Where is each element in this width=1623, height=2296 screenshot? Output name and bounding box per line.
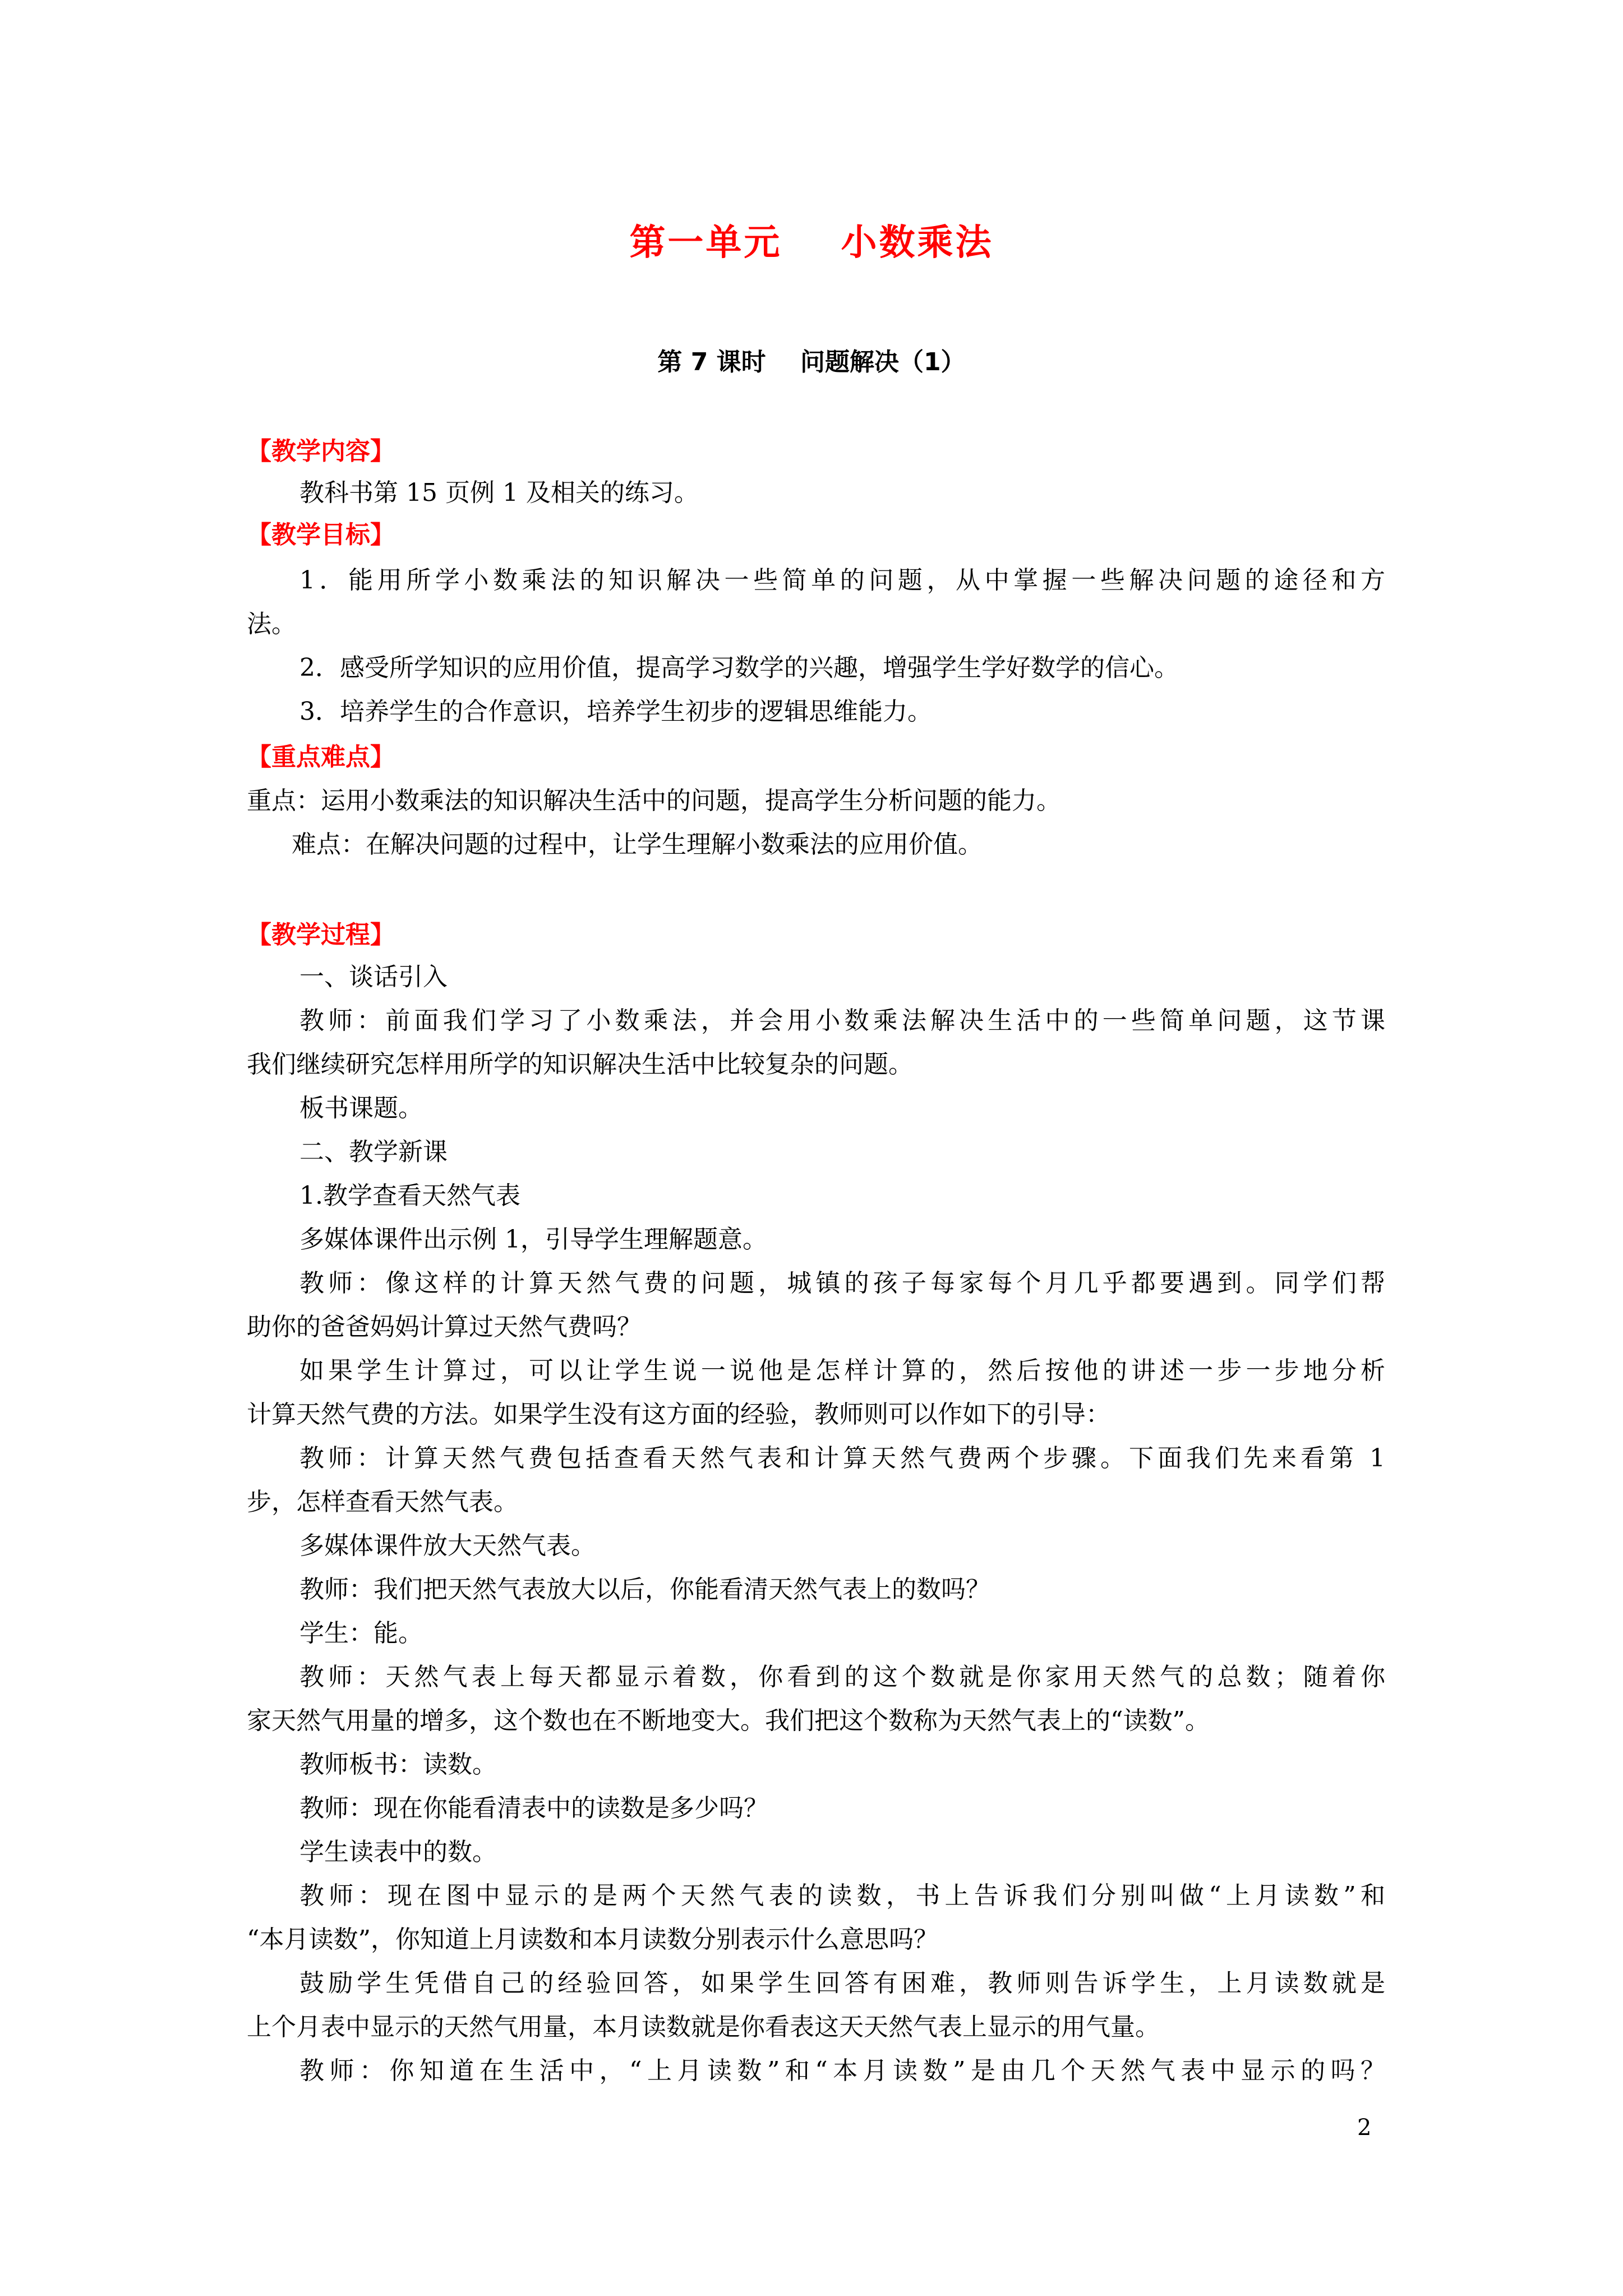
process-line: 多媒体课件放大天然气表。: [299, 1531, 596, 1560]
content-text: 教科书第 15 页例 1 及相关的练习。: [299, 478, 699, 507]
process-line: 教师：计算天然气费包括查看天然气表和计算天然气费两个步骤。下面我们先来看第 1: [299, 1444, 1385, 1473]
section-heading-content: 【教学内容】: [247, 437, 395, 466]
goal-1-line-2: 法。: [247, 610, 296, 638]
process-line: 多媒体课件出示例 1，引导学生理解题意。: [299, 1225, 767, 1254]
process-line: 鼓励学生凭借自己的经验回答，如果学生回答有困难，教师则告诉学生，上月读数就是: [299, 1969, 1385, 1998]
process-line: 步，怎样查看天然气表。: [247, 1488, 518, 1516]
page-number: 2: [1357, 2115, 1372, 2141]
process-line: “本月读数”，你知道上月读数和本月读数分别表示什么意思吗？: [247, 1925, 938, 1954]
goal-1-line-1: 1．能用所学小数乘法的知识解决一些简单的问题，从中掌握一些解决问题的途径和方: [299, 566, 1385, 595]
difficult-point: 难点：在解决问题的过程中，让学生理解小数乘法的应用价值。: [292, 830, 983, 859]
process-line: 如果学生计算过，可以让学生说一说他是怎样计算的，然后按他的讲述一步一步地分析: [299, 1356, 1385, 1385]
process-line: 上个月表中显示的天然气用量，本月读数就是你看表这天天然气表上显示的用气量。: [247, 2013, 1160, 2041]
section-heading-process: 【教学过程】: [247, 921, 395, 949]
section-heading-key-points: 【重点难点】: [247, 743, 395, 771]
unit-title: 第一单元 小数乘法: [629, 222, 994, 264]
process-line: 学生：能。: [299, 1619, 423, 1648]
process-line: 一、谈话引入: [299, 963, 448, 991]
process-line: 教师：现在你能看清表中的读数是多少吗？: [299, 1794, 768, 1823]
process-line: 计算天然气费的方法。如果学生没有这方面的经验，教师则可以作如下的引导：: [247, 1400, 1110, 1429]
key-point: 重点：运用小数乘法的知识解决生活中的问题，提高学生分析问题的能力。: [247, 786, 1061, 815]
process-line: 教师：现在图中显示的是两个天然气表的读数，书上告诉我们分别叫做“上月读数”和: [299, 1881, 1385, 1910]
process-line: 教师：天然气表上每天都显示着数，你看到的这个数就是你家用天然气的总数；随着你: [299, 1663, 1385, 1691]
process-line: 1.教学查看天然气表: [299, 1181, 520, 1210]
goal-3: 3．培养学生的合作意识，培养学生初步的逻辑思维能力。: [299, 697, 932, 726]
goal-2: 2．感受所学知识的应用价值，提高学习数学的兴趣，增强学生学好数学的信心。: [299, 654, 1179, 682]
process-line: 板书课题。: [299, 1094, 423, 1122]
process-line: 助你的爸爸妈妈计算过天然气费吗？: [247, 1313, 642, 1341]
process-line: 我们继续研究怎样用所学的知识解决生活中比较复杂的问题。: [247, 1050, 913, 1079]
process-line: 教师板书：读数。: [299, 1750, 497, 1779]
process-line: 学生读表中的数。: [299, 1838, 497, 1866]
process-line: 教师：前面我们学习了小数乘法，并会用小数乘法解决生活中的一些简单问题，这节课: [299, 1006, 1385, 1035]
section-heading-goals: 【教学目标】: [247, 521, 395, 549]
process-line: 二、教学新课: [299, 1138, 448, 1166]
process-line: 家天然气用量的增多，这个数也在不断地变大。我们把这个数称为天然气表上的“读数”。: [247, 1706, 1210, 1735]
lesson-title: 第 7 课时 问题解决（1）: [657, 348, 966, 376]
process-line: 教师：像这样的计算天然气费的问题，城镇的孩子每家每个月几乎都要遇到。同学们帮: [299, 1269, 1385, 1297]
process-line: 教师：我们把天然气表放大以后，你能看清天然气表上的数吗？: [299, 1575, 990, 1604]
process-line: 教师：你知道在生活中，“上月读数”和“本月读数”是由几个天然气表中显示的吗？: [299, 2056, 1385, 2085]
